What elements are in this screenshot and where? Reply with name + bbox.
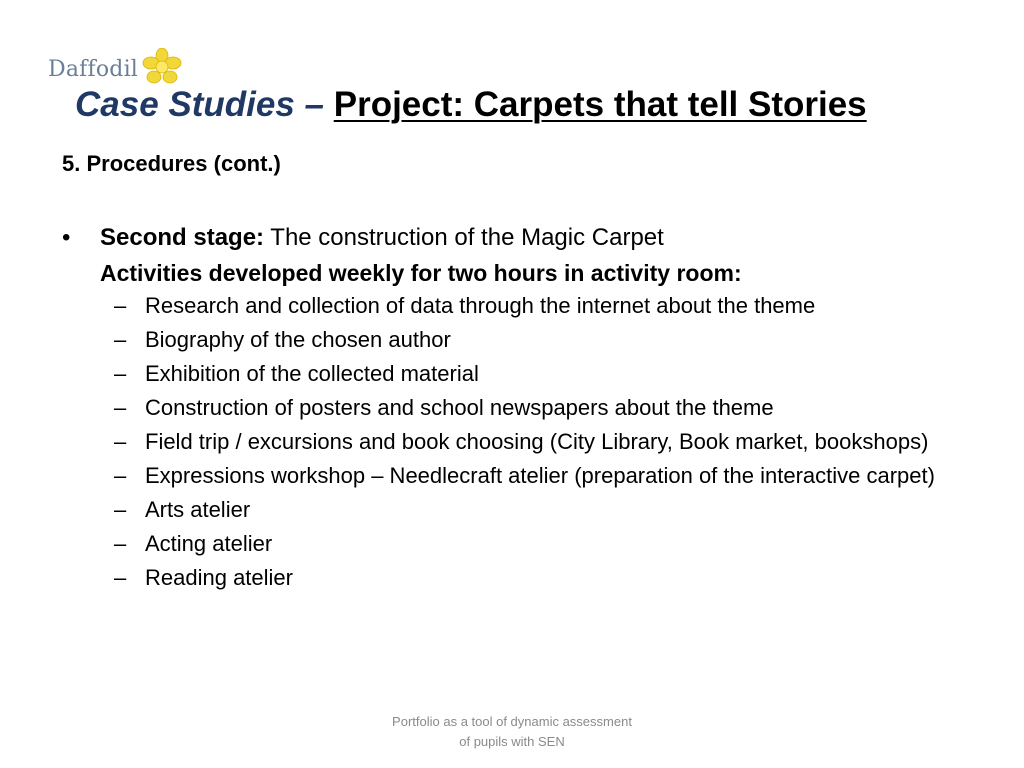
list-item-text: Arts atelier — [145, 497, 251, 522]
activities-heading: Activities developed weekly for two hours in activity room: — [100, 260, 742, 286]
slide-title — [75, 84, 867, 126]
list-item-text: Research and collection of data through the internet about the theme — [145, 293, 816, 318]
second-stage-description: The construction of the Magic Carpet — [264, 224, 664, 251]
activities-list — [114, 292, 962, 591]
dash-marker: – — [114, 429, 127, 454]
list-item — [114, 462, 962, 489]
list-item-text: Acting atelier — [145, 531, 273, 556]
dash-marker: – — [114, 565, 127, 590]
daffodil-flower-icon — [142, 48, 182, 88]
title-project: Project: Carpets that tell Stories — [333, 85, 867, 124]
dash-marker: – — [114, 361, 127, 386]
list-item-text: Construction of posters and school newspapers about the theme — [145, 395, 774, 420]
list-item — [114, 530, 962, 557]
bullet-marker: • — [62, 224, 71, 251]
second-stage-label: Second stage: — [100, 224, 265, 251]
dash-marker: – — [114, 531, 127, 556]
list-item-text: Exhibition of the collected material — [145, 361, 479, 386]
slide-footer — [0, 712, 1024, 752]
footer-line-2: of pupils with SEN — [459, 734, 565, 749]
second-stage-text — [100, 222, 664, 254]
list-item — [114, 394, 962, 421]
dash-marker: – — [114, 463, 127, 488]
list-item — [114, 496, 962, 523]
second-stage-bullet — [62, 222, 962, 254]
footer-line-1: Portfolio as a tool of dynamic assessment — [392, 714, 632, 729]
list-item-text: Biography of the chosen author — [145, 327, 451, 352]
list-item — [114, 326, 962, 353]
dash-marker: – — [114, 395, 127, 420]
procedures-heading: 5. Procedures (cont.) — [62, 151, 281, 176]
list-item — [114, 360, 962, 387]
list-item — [114, 428, 962, 455]
list-item-text: Field trip / excursions and book choosing (City Library, Book market, bookshops) — [145, 429, 929, 454]
dash-marker: – — [114, 293, 127, 318]
list-item — [114, 292, 962, 319]
second-stage-section — [62, 222, 962, 598]
dash-marker: – — [114, 497, 127, 522]
logo-text: Daffodil — [48, 57, 139, 82]
list-item-text: Expressions workshop – Needlecraft atelier (preparation of the interactive carpet) — [145, 463, 935, 488]
list-item-text: Reading atelier — [145, 565, 293, 590]
dash-marker: – — [114, 327, 127, 352]
title-dash: – — [294, 85, 334, 124]
list-item — [114, 564, 962, 591]
title-case-studies: Case Studies — [75, 85, 295, 124]
